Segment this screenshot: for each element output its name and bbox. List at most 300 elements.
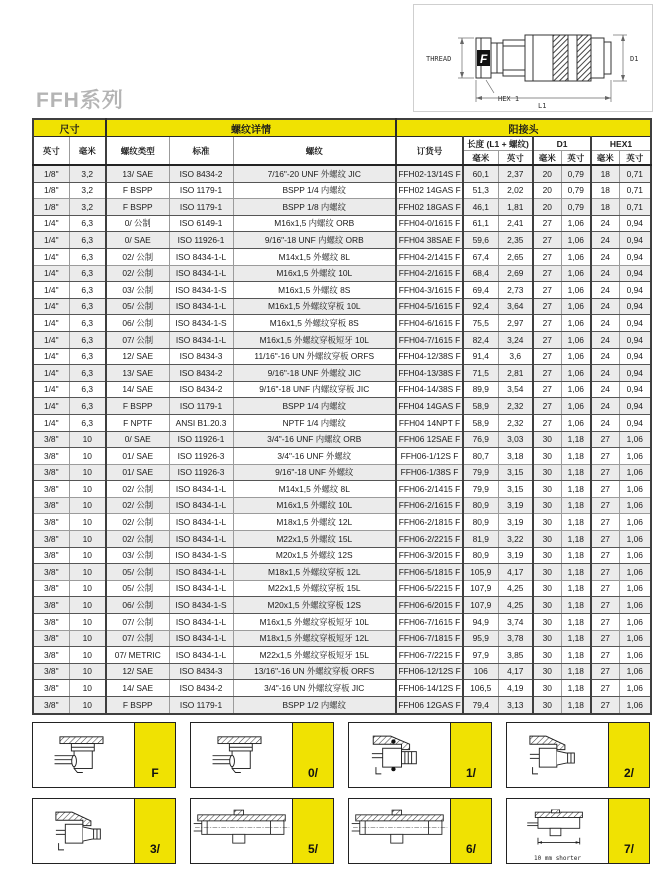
- table-cell: 3,2: [69, 165, 106, 182]
- table-row: [33, 448, 651, 465]
- table-cell: 30: [533, 481, 561, 498]
- table-cell: 20: [533, 182, 561, 199]
- table-cell: 24: [591, 298, 619, 315]
- table-cell: 1,06: [561, 232, 591, 249]
- table-cell: FFH06 12SAE F: [396, 431, 463, 448]
- table-cell: 30: [533, 448, 561, 465]
- table-cell: 27: [533, 215, 561, 232]
- table-cell: 1,06: [619, 597, 651, 614]
- table-row: [33, 165, 651, 182]
- table-cell: 4,17: [498, 663, 533, 680]
- fitting-types-grid: [32, 722, 650, 874]
- table-cell: 1,18: [561, 448, 591, 465]
- table-cell: 07/ 公制: [106, 614, 169, 631]
- table-cell: 13/ SAE: [106, 165, 169, 182]
- table-cell: BSPP 1/4 内螺纹: [233, 182, 396, 199]
- table-cell: 27: [591, 697, 619, 714]
- table-cell: 3/8": [33, 630, 69, 647]
- table-cell: ISO 8434-3: [169, 663, 233, 680]
- table-cell: 6,3: [69, 331, 106, 348]
- table-cell: 10: [69, 514, 106, 531]
- table-cell: 68,4: [463, 265, 498, 282]
- table-cell: 30: [533, 547, 561, 564]
- table-cell: 3,74: [498, 614, 533, 631]
- table-cell: ISO 8434-1-L: [169, 580, 233, 597]
- table-cell: 3,15: [498, 464, 533, 481]
- table-cell: 27: [533, 282, 561, 299]
- table-cell: BSPP 1/8 内螺纹: [233, 199, 396, 216]
- table-cell: FFH04-2/1615 F: [396, 265, 463, 282]
- table-cell: FFH06-5/2215 F: [396, 580, 463, 597]
- table-cell: 27: [533, 331, 561, 348]
- table-cell: ISO 8434-1-L: [169, 647, 233, 664]
- table-cell: 1,06: [619, 580, 651, 597]
- table-cell: 3/8": [33, 697, 69, 714]
- table-cell: 1,18: [561, 580, 591, 597]
- table-cell: 4,17: [498, 564, 533, 581]
- table-cell: 0,94: [619, 348, 651, 365]
- table-cell: FFH02 14GAS F: [396, 182, 463, 199]
- table-cell: 6,3: [69, 414, 106, 431]
- table-cell: 59,6: [463, 232, 498, 249]
- table-row: [33, 580, 651, 597]
- table-cell: 1/4": [33, 398, 69, 415]
- table-cell: F BSPP: [106, 697, 169, 714]
- table-cell: 67,4: [463, 248, 498, 265]
- table-row: [33, 597, 651, 614]
- table-cell: 3,19: [498, 547, 533, 564]
- table-cell: 24: [591, 414, 619, 431]
- table-cell: M16x1,5 内螺纹 ORB: [233, 215, 396, 232]
- table-row: [33, 315, 651, 332]
- table-cell: 1/8": [33, 182, 69, 199]
- table-cell: 24: [591, 248, 619, 265]
- table-cell: FFH06-1/38S F: [396, 464, 463, 481]
- table-cell: 0,94: [619, 282, 651, 299]
- table-group-header-row: [33, 119, 651, 137]
- table-cell: 30: [533, 697, 561, 714]
- table-cell: FFH06-6/2015 F: [396, 597, 463, 614]
- table-cell: 1,18: [561, 647, 591, 664]
- female-port-drawing: [191, 723, 292, 787]
- table-cell: 3/8": [33, 431, 69, 448]
- table-cell: M16x1,5 外螺纹穿板短牙 10L: [233, 614, 396, 631]
- table-cell: 1,06: [619, 697, 651, 714]
- table-cell: 10: [69, 464, 106, 481]
- male-oring-drawing: [349, 723, 450, 787]
- table-row: [33, 630, 651, 647]
- table-cell: 94,9: [463, 614, 498, 631]
- col-header-d1: D1: [533, 137, 591, 151]
- table-cell: 3/4"-16 UN 外螺纹穿板 JIC: [233, 680, 396, 697]
- table-cell: 20: [533, 199, 561, 216]
- table-cell: ISO 8434-1-L: [169, 248, 233, 265]
- table-cell: FFH06-2/2215 F: [396, 531, 463, 548]
- table-cell: 80,9: [463, 497, 498, 514]
- table-cell: ISO 11926-1: [169, 232, 233, 249]
- spec-table-body: [33, 165, 651, 714]
- table-cell: 3,6: [498, 348, 533, 365]
- table-cell: FFH04-2/1415 F: [396, 248, 463, 265]
- table-cell: 18: [591, 165, 619, 182]
- table-cell: 27: [591, 514, 619, 531]
- table-cell: 1,06: [619, 481, 651, 498]
- table-cell: 20: [533, 165, 561, 182]
- table-cell: 2,32: [498, 414, 533, 431]
- table-cell: 05/ 公制: [106, 298, 169, 315]
- table-cell: 01/ SAE: [106, 448, 169, 465]
- table-cell: ISO 1179-1: [169, 697, 233, 714]
- table-cell: 14/ SAE: [106, 680, 169, 697]
- table-cell: FFH04-0/1615 F: [396, 215, 463, 232]
- table-cell: 1,06: [619, 431, 651, 448]
- table-row: [33, 282, 651, 299]
- fitting-type-label: 1/: [450, 723, 491, 787]
- table-cell: FFH06-2/1615 F: [396, 497, 463, 514]
- table-cell: 0,71: [619, 199, 651, 216]
- table-cell: 27: [591, 630, 619, 647]
- table-cell: FFH04 14NPT F: [396, 414, 463, 431]
- table-cell: 0,79: [561, 182, 591, 199]
- table-cell: 1,06: [561, 398, 591, 415]
- table-cell: 27: [591, 580, 619, 597]
- thread-dim-label: THREAD: [426, 55, 452, 63]
- fitting-type-cell-6: [348, 798, 492, 864]
- fitting-type-cell-7: [506, 798, 650, 864]
- table-cell: 1,06: [561, 215, 591, 232]
- table-row: [33, 232, 651, 249]
- table-cell: FFH04 38SAE F: [396, 232, 463, 249]
- table-cell: 2,37: [498, 165, 533, 182]
- table-cell: 1/4": [33, 215, 69, 232]
- table-cell: 1/4": [33, 232, 69, 249]
- page-title: FFH系列: [36, 89, 124, 112]
- table-cell: BSPP 1/4 内螺纹: [233, 398, 396, 415]
- table-cell: 3,13: [498, 697, 533, 714]
- col-header-hex1: HEX1: [591, 137, 651, 151]
- table-cell: 10: [69, 697, 106, 714]
- table-cell: M22x1,5 外螺纹穿板短牙 15L: [233, 647, 396, 664]
- table-cell: ISO 8434-1-L: [169, 331, 233, 348]
- table-cell: 3/8": [33, 614, 69, 631]
- table-cell: 27: [591, 597, 619, 614]
- table-row: [33, 431, 651, 448]
- table-cell: 10: [69, 547, 106, 564]
- table-cell: 02/ 公制: [106, 481, 169, 498]
- table-cell: 9/16"-18 UNF 外螺纹: [233, 464, 396, 481]
- table-cell: M16x1,5 外螺纹 10L: [233, 265, 396, 282]
- table-cell: 2,41: [498, 215, 533, 232]
- table-cell: 1/4": [33, 348, 69, 365]
- group-header-thread-details: 螺纹详情: [106, 119, 396, 137]
- table-cell: 3/8": [33, 531, 69, 548]
- table-cell: 1,18: [561, 531, 591, 548]
- table-cell: 27: [591, 497, 619, 514]
- table-cell: 1,06: [619, 497, 651, 514]
- table-cell: ISO 6149-1: [169, 215, 233, 232]
- table-cell: M18x1,5 外螺纹 12L: [233, 514, 396, 531]
- table-cell: 3,15: [498, 481, 533, 498]
- table-cell: 0,94: [619, 265, 651, 282]
- table-cell: 80,9: [463, 547, 498, 564]
- table-cell: 3,19: [498, 497, 533, 514]
- fitting-type-label: F: [134, 723, 175, 787]
- table-cell: 24: [591, 265, 619, 282]
- table-cell: ISO 8434-3: [169, 348, 233, 365]
- table-cell: 06/ 公制: [106, 597, 169, 614]
- table-cell: 105,9: [463, 564, 498, 581]
- table-row: [33, 464, 651, 481]
- col-header-hex1-inch: 英寸: [619, 151, 651, 166]
- table-cell: 3/8": [33, 580, 69, 597]
- table-cell: 27: [533, 398, 561, 415]
- table-cell: 27: [533, 248, 561, 265]
- table-cell: ISO 8434-1-L: [169, 564, 233, 581]
- table-cell: 0/ SAE: [106, 232, 169, 249]
- male-cone-drawing: [507, 723, 608, 787]
- table-cell: 6,3: [69, 265, 106, 282]
- table-cell: 30: [533, 564, 561, 581]
- table-cell: 82,4: [463, 331, 498, 348]
- table-cell: 12/ SAE: [106, 348, 169, 365]
- table-cell: ISO 1179-1: [169, 398, 233, 415]
- table-cell: 60,1: [463, 165, 498, 182]
- table-cell: 02/ 公制: [106, 497, 169, 514]
- table-cell: 3/8": [33, 647, 69, 664]
- table-cell: 107,9: [463, 580, 498, 597]
- table-cell: 9/16"-18 UNF 内螺纹穿板 JIC: [233, 381, 396, 398]
- table-cell: 1,18: [561, 481, 591, 498]
- table-cell: FFH04-13/38S F: [396, 365, 463, 382]
- col-header-part-number: 订货号: [396, 137, 463, 166]
- table-cell: 3,19: [498, 514, 533, 531]
- table-cell: 02/ 公制: [106, 248, 169, 265]
- table-cell: FFH06-12/12S F: [396, 663, 463, 680]
- group-header-size: 尺寸: [33, 119, 106, 137]
- table-cell: FFH06 12GAS F: [396, 697, 463, 714]
- table-cell: 1/8": [33, 199, 69, 216]
- male-cone-drawing: [33, 799, 134, 863]
- table-cell: 6,3: [69, 232, 106, 249]
- table-cell: 6,3: [69, 215, 106, 232]
- table-row: [33, 680, 651, 697]
- table-row: [33, 531, 651, 548]
- table-cell: 0,94: [619, 315, 651, 332]
- table-cell: F BSPP: [106, 199, 169, 216]
- table-cell: FFH04-5/1615 F: [396, 298, 463, 315]
- table-cell: 75,5: [463, 315, 498, 332]
- table-cell: 0,71: [619, 182, 651, 199]
- fitting-type-label: 7/: [608, 799, 649, 863]
- table-cell: ISO 8434-1-S: [169, 547, 233, 564]
- table-cell: ISO 11926-3: [169, 464, 233, 481]
- table-cell: 61,1: [463, 215, 498, 232]
- table-cell: FFH04-6/1615 F: [396, 315, 463, 332]
- table-cell: 4,19: [498, 680, 533, 697]
- table-cell: ISO 8434-1-L: [169, 531, 233, 548]
- table-cell: 1,06: [561, 315, 591, 332]
- table-cell: 10: [69, 431, 106, 448]
- table-cell: 1,06: [619, 514, 651, 531]
- table-cell: NPTF 1/4 内螺纹: [233, 414, 396, 431]
- table-cell: 27: [533, 414, 561, 431]
- table-cell: 3,2: [69, 199, 106, 216]
- table-cell: 1,06: [619, 680, 651, 697]
- female-port-drawing: [33, 723, 134, 787]
- table-cell: 11/16"-16 UN 外螺纹穿板 ORFS: [233, 348, 396, 365]
- table-row: [33, 331, 651, 348]
- table-subheader-row-1: [33, 137, 651, 151]
- table-cell: ISO 8434-2: [169, 680, 233, 697]
- table-cell: M22x1,5 外螺纹穿板 15L: [233, 580, 396, 597]
- table-row: [33, 381, 651, 398]
- table-cell: 05/ 公制: [106, 564, 169, 581]
- table-cell: 1/4": [33, 315, 69, 332]
- table-row: [33, 497, 651, 514]
- table-cell: 27: [591, 564, 619, 581]
- table-cell: 1,06: [619, 464, 651, 481]
- fitting-type-label: 5/: [292, 799, 333, 863]
- table-cell: 14/ SAE: [106, 381, 169, 398]
- table-cell: 3/4"-16 UNF 外螺纹: [233, 448, 396, 465]
- col-header-length: 长度 (L1 + 螺纹): [463, 137, 533, 151]
- table-cell: 27: [533, 365, 561, 382]
- table-cell: 3,78: [498, 630, 533, 647]
- table-cell: FFH06-3/2015 F: [396, 547, 463, 564]
- table-cell: 51,3: [463, 182, 498, 199]
- coupling-diagram: [413, 4, 653, 112]
- table-cell: 27: [533, 381, 561, 398]
- table-cell: 46,1: [463, 199, 498, 216]
- table-cell: 24: [591, 315, 619, 332]
- table-cell: 1,06: [619, 647, 651, 664]
- table-cell: 27: [591, 431, 619, 448]
- table-cell: 1,18: [561, 564, 591, 581]
- table-cell: 27: [533, 348, 561, 365]
- table-cell: FFH06-14/12S F: [396, 680, 463, 697]
- table-cell: 3/8": [33, 564, 69, 581]
- table-cell: 1,06: [619, 663, 651, 680]
- table-cell: 106: [463, 663, 498, 680]
- table-cell: 9/16"-18 UNF 外螺纹 JIC: [233, 365, 396, 382]
- table-cell: 3/8": [33, 597, 69, 614]
- table-row: [33, 398, 651, 415]
- table-cell: 92,4: [463, 298, 498, 315]
- table-cell: 10: [69, 497, 106, 514]
- table-cell: 30: [533, 497, 561, 514]
- table-cell: 1,18: [561, 663, 591, 680]
- table-cell: 1,06: [561, 265, 591, 282]
- table-row: [33, 697, 651, 714]
- table-cell: 1,06: [619, 531, 651, 548]
- table-cell: 27: [591, 448, 619, 465]
- fitting-type-cell-1: [348, 722, 492, 788]
- table-cell: 1,06: [561, 282, 591, 299]
- table-cell: ISO 1179-1: [169, 182, 233, 199]
- table-cell: ISO 8434-1-L: [169, 630, 233, 647]
- bulkhead-short-drawing: [507, 799, 608, 863]
- table-cell: 02/ 公制: [106, 514, 169, 531]
- table-cell: BSPP 1/2 内螺纹: [233, 697, 396, 714]
- table-cell: 1/4": [33, 248, 69, 265]
- table-cell: 30: [533, 514, 561, 531]
- table-cell: F BSPP: [106, 182, 169, 199]
- table-cell: M16x1,5 外螺纹穿板 8S: [233, 315, 396, 332]
- table-cell: 27: [591, 464, 619, 481]
- table-cell: ISO 1179-1: [169, 199, 233, 216]
- fitting-type-cell-F: [32, 722, 176, 788]
- table-cell: 07/ 公制: [106, 331, 169, 348]
- table-cell: 0/ SAE: [106, 431, 169, 448]
- table-cell: 4,25: [498, 580, 533, 597]
- table-row: [33, 248, 651, 265]
- table-cell: 27: [591, 663, 619, 680]
- table-cell: 1,06: [561, 348, 591, 365]
- table-row: [33, 647, 651, 664]
- table-cell: 3/8": [33, 481, 69, 498]
- table-cell: M14x1,5 外螺纹 8L: [233, 481, 396, 498]
- table-cell: 30: [533, 680, 561, 697]
- table-cell: 79,4: [463, 697, 498, 714]
- table-cell: 1,06: [561, 365, 591, 382]
- table-cell: 0,94: [619, 248, 651, 265]
- col-header-standard: 标准: [169, 137, 233, 166]
- table-cell: 3,2: [69, 182, 106, 199]
- table-row: [33, 514, 651, 531]
- table-cell: 24: [591, 282, 619, 299]
- fitting-type-cell-5: [190, 798, 334, 864]
- table-cell: ISO 11926-1: [169, 431, 233, 448]
- table-cell: M18x1,5 外螺纹穿板短牙 12L: [233, 630, 396, 647]
- table-cell: 69,4: [463, 282, 498, 299]
- table-cell: 79,9: [463, 481, 498, 498]
- table-cell: FFH04-14/38S F: [396, 381, 463, 398]
- table-cell: 3,18: [498, 448, 533, 465]
- table-cell: 1,18: [561, 464, 591, 481]
- table-cell: 3/8": [33, 663, 69, 680]
- table-row: [33, 199, 651, 216]
- table-cell: 0,79: [561, 165, 591, 182]
- table-cell: 6,3: [69, 398, 106, 415]
- table-cell: 107,9: [463, 597, 498, 614]
- fitting-note: 10 mm shorter: [534, 855, 581, 862]
- table-cell: 6,3: [69, 348, 106, 365]
- spec-table: [32, 118, 652, 715]
- table-cell: 6,3: [69, 248, 106, 265]
- table-cell: 1,06: [561, 414, 591, 431]
- table-cell: 3/8": [33, 514, 69, 531]
- table-cell: 0,94: [619, 331, 651, 348]
- col-header-inch: 英寸: [33, 137, 69, 166]
- table-cell: 01/ SAE: [106, 464, 169, 481]
- table-cell: ISO 8434-1-L: [169, 497, 233, 514]
- table-row: [33, 265, 651, 282]
- table-cell: 12/ SAE: [106, 663, 169, 680]
- table-cell: M16x1,5 外螺纹穿板 10L: [233, 298, 396, 315]
- table-cell: 24: [591, 398, 619, 415]
- table-cell: 30: [533, 464, 561, 481]
- table-cell: 10: [69, 614, 106, 631]
- table-cell: 106,5: [463, 680, 498, 697]
- table-cell: 10: [69, 663, 106, 680]
- table-cell: 0,79: [561, 199, 591, 216]
- table-cell: 79,9: [463, 464, 498, 481]
- table-cell: 1/4": [33, 365, 69, 382]
- table-cell: 27: [591, 481, 619, 498]
- table-cell: 30: [533, 614, 561, 631]
- table-cell: FFH04-12/38S F: [396, 348, 463, 365]
- table-cell: 27: [591, 531, 619, 548]
